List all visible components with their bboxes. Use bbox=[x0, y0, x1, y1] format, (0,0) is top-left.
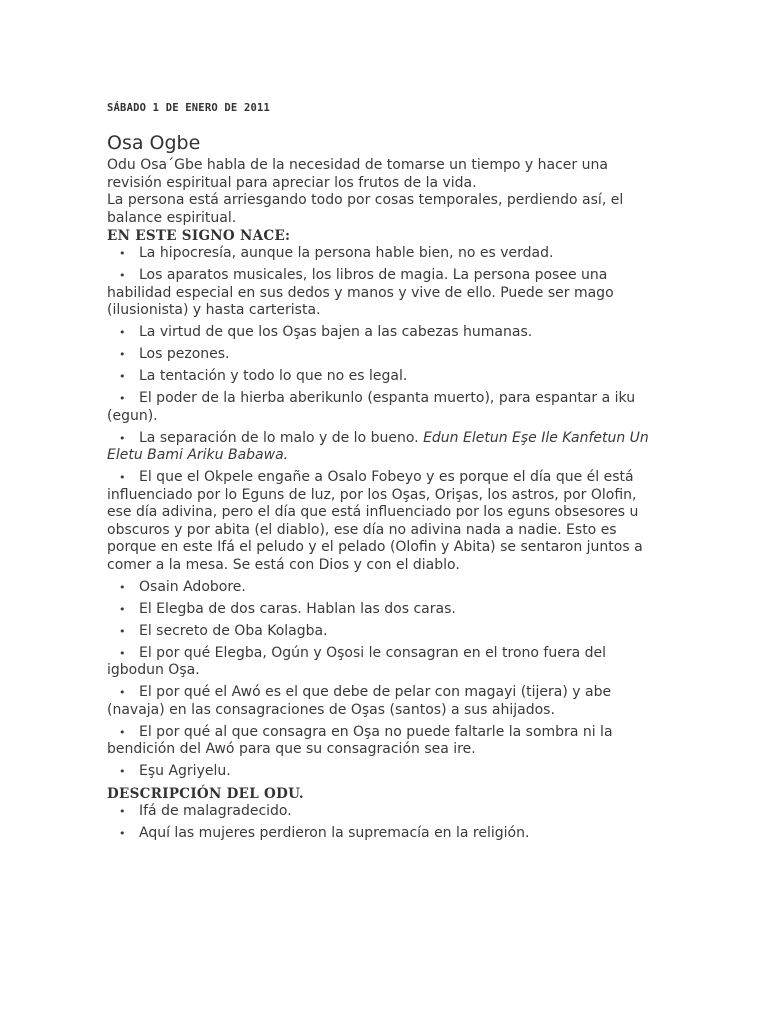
bullet-icon: • bbox=[119, 348, 126, 361]
descripcion-list bbox=[107, 803, 663, 843]
list-item bbox=[107, 346, 663, 364]
list-item bbox=[107, 601, 663, 619]
list-item bbox=[107, 368, 663, 386]
intro-paragraph-2: La persona está arriesgando todo por cosas temporales, perdiendo así, el balance espiritual. bbox=[107, 192, 624, 226]
list-item-text: Eşu Agriyelu. bbox=[139, 763, 231, 779]
list-item-text: El por qué Elegba, Ogún y Oşosi le consagran en el trono fuera del igbodun Oşa. bbox=[107, 644, 606, 678]
bullet-icon: • bbox=[119, 269, 126, 282]
list-item bbox=[107, 469, 663, 574]
bullet-icon: • bbox=[119, 247, 126, 260]
list-item-text: Osain Adobore. bbox=[139, 578, 246, 595]
list-item bbox=[107, 825, 663, 843]
list-item-italic-text: Edun Eletun Eşe Ile Kanfetun Un Eletu Bami Ariku Babawa. bbox=[107, 429, 649, 463]
bullet-icon: • bbox=[119, 370, 126, 383]
list-item-text: El por qué al que consagra en Oşa no puede faltarle la sombra ni la bendición del Awó para que su consagración sea ire. bbox=[107, 723, 613, 757]
section-heading-descripcion: DESCRIPCIÓN DEL ODU. bbox=[107, 786, 304, 802]
list-item-text: El que el Okpele engañe a Osalo Fobeyo y es porque el día que él está influenciado por lo Eguns de luz, por los Oşas, Orişas, los astros, por Olofin, ese día adivina, pero el día que está influenciado por los eguns obsesores u obscuros y por abita (el diablo), ese día no adivina nada a nadie. Esto es porque en este Ifá el peludo y el pelado (Olofin y Abita) se sentaron juntos a comer a la mesa. Se está con Dios y con el diablo. bbox=[107, 469, 643, 573]
bullet-icon: • bbox=[119, 827, 126, 840]
list-item-text: El poder de la hierba aberikunlo (espanta muerto), para espantar a iku (egun). bbox=[107, 390, 636, 424]
bullet-icon: • bbox=[119, 326, 126, 339]
list-item bbox=[107, 390, 663, 425]
bullet-icon: • bbox=[119, 765, 126, 778]
list-item bbox=[107, 724, 663, 759]
section-heading-nace: EN ESTE SIGNO NACE: bbox=[107, 228, 291, 244]
list-item bbox=[107, 245, 663, 263]
list-item-text: La virtud de que los Oşas bajen a las cabezas humanas. bbox=[139, 324, 533, 340]
list-item bbox=[107, 267, 663, 320]
bullet-icon: • bbox=[119, 624, 126, 638]
list-item-text: El Elegba de dos caras. Hablan las dos caras. bbox=[139, 600, 456, 617]
nace-list bbox=[107, 245, 663, 781]
bullet-icon: • bbox=[119, 646, 126, 660]
bullet-icon: • bbox=[119, 805, 126, 818]
list-item-text: Ifá de malagradecido. bbox=[139, 803, 292, 819]
bullet-icon: • bbox=[119, 725, 126, 739]
list-item-text: La tentación y todo lo que no es legal. bbox=[139, 368, 408, 384]
list-item-text: La hipocresía, aunque la persona hable bien, no es verdad. bbox=[139, 245, 554, 261]
list-item bbox=[107, 763, 663, 781]
intro-paragraph-1: Odu Osa´Gbe habla de la necesidad de tomarse un tiempo y hacer una revisión espiritual para apreciar los frutos de la vida. bbox=[107, 157, 608, 191]
list-item bbox=[107, 684, 663, 719]
blog-post bbox=[107, 101, 663, 847]
list-item bbox=[107, 803, 663, 821]
list-item bbox=[107, 579, 663, 597]
list-item-text: La separación de lo malo y de lo bueno. bbox=[139, 429, 419, 446]
list-item bbox=[107, 430, 663, 465]
bullet-icon: • bbox=[119, 686, 126, 699]
list-item-text: El secreto de Oba Kolagba. bbox=[139, 622, 328, 639]
bullet-icon: • bbox=[119, 392, 126, 405]
list-item bbox=[107, 623, 663, 641]
list-item bbox=[107, 324, 663, 342]
post-date: SÁBADO 1 DE ENERO DE 2011 bbox=[107, 102, 271, 114]
post-title: Osa Ogbe bbox=[107, 132, 201, 154]
list-item-text: Aquí las mujeres perdieron la supremacía en la religión. bbox=[139, 825, 530, 841]
bullet-icon: • bbox=[119, 580, 126, 594]
bullet-icon: • bbox=[119, 471, 126, 484]
bullet-icon: • bbox=[119, 431, 126, 445]
bullet-icon: • bbox=[119, 602, 126, 616]
list-item-text: El por qué el Awó es el que debe de pelar con magayi (tijera) y abe (navaja) en las consagraciones de Oşas (santos) a sus ahijados. bbox=[107, 684, 612, 718]
list-item-text: Los pezones. bbox=[139, 346, 230, 362]
list-item-text: Los aparatos musicales, los libros de magia. La persona posee una habilidad especial en sus dedos y manos y vive de ello. Puede ser mago (ilusionista) y hasta carterista. bbox=[107, 267, 614, 318]
list-item bbox=[107, 645, 663, 680]
